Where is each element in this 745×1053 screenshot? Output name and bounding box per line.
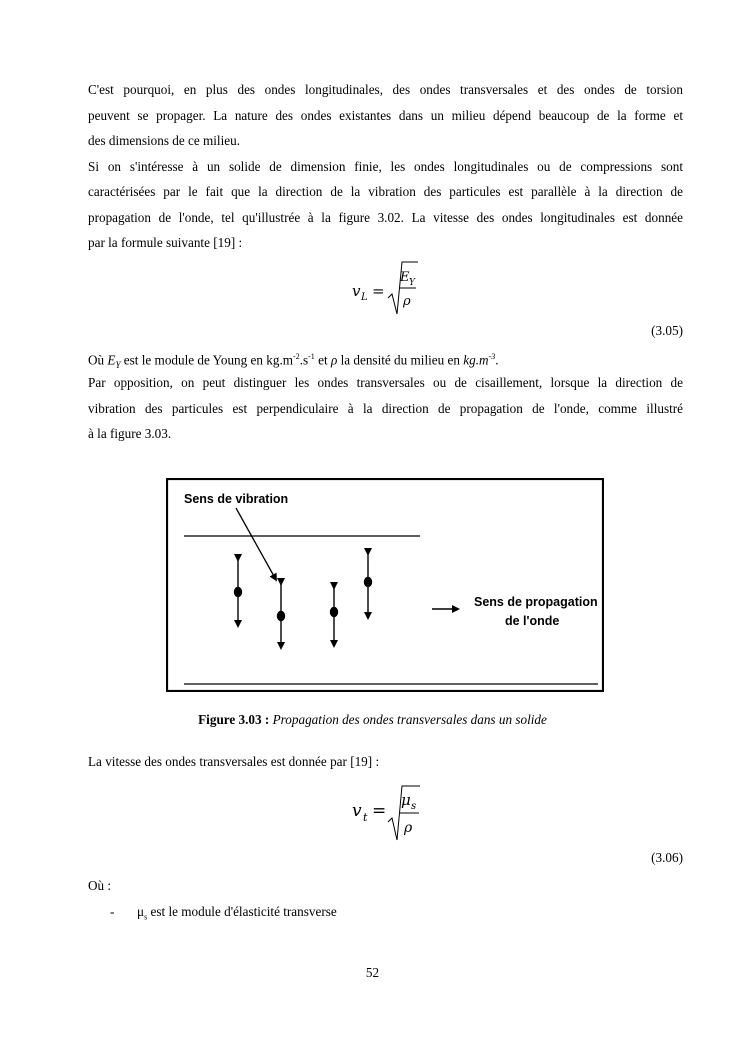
intro-line-4: Si on s'intéresse à un solide de dimension finie, les ondes longitudinales ou de compressions sont bbox=[88, 158, 683, 174]
where1-ey: E bbox=[107, 352, 116, 368]
label-de-l-onde: de l'onde bbox=[505, 614, 560, 628]
intro-line-2: peuvent se propager. La nature des ondes existantes dans un milieu dépend beaucoup de la forme et bbox=[88, 107, 683, 123]
where1-text-d: la densité du milieu en bbox=[337, 352, 464, 368]
where1-text-c: et bbox=[314, 352, 331, 368]
where1-exp-c: -3 bbox=[488, 352, 496, 361]
eq2-lhs: v bbox=[352, 801, 362, 821]
transverse-paragraph bbox=[88, 370, 683, 447]
eq1-equals: = bbox=[372, 282, 385, 300]
equation-3-06 bbox=[350, 782, 430, 849]
intro-line-7: par la formule suivante [19] : bbox=[88, 235, 243, 250]
item-text: est le module d'élasticité transverse bbox=[147, 904, 337, 919]
label-sens-de-vibration: Sens de vibration bbox=[184, 492, 289, 506]
para2-line-2: vibration des particules est perpendiculaire à la direction de propagation de l'onde, comme illustré bbox=[88, 400, 683, 416]
intro-paragraph bbox=[88, 77, 683, 256]
where1-exp-a: -2 bbox=[293, 352, 300, 361]
intro-line-1: C'est pourquoi, en plus des ondes longitudinales, des ondes transversales et des ondes de torsion bbox=[88, 82, 683, 97]
para2-line-3: à la figure 3.03. bbox=[88, 426, 172, 441]
eq1-lhs: v bbox=[352, 282, 361, 300]
eq1-denominator: ρ bbox=[403, 294, 411, 309]
eq2-denominator: ρ bbox=[404, 820, 413, 836]
label-sens-de-propagation: Sens de propagation bbox=[474, 595, 598, 609]
figure-3-03 bbox=[166, 478, 604, 692]
eq2-numerator-sub: s bbox=[411, 801, 417, 812]
figure-caption bbox=[0, 712, 745, 728]
caption-text: Propagation des ondes transversales dans un solide bbox=[272, 712, 547, 727]
eq1-lhs-sub: L bbox=[361, 292, 368, 303]
list-bullet: - bbox=[110, 904, 115, 919]
list-item-mu-s bbox=[110, 899, 670, 930]
figure-3-03-diagram bbox=[166, 478, 604, 692]
figure-frame bbox=[167, 479, 603, 691]
page-number: 52 bbox=[365, 965, 380, 980]
eq2-numerator: μ bbox=[401, 791, 411, 809]
equation-number-3-06: (3.06) bbox=[651, 850, 683, 865]
where-label: Où : bbox=[88, 878, 112, 893]
where1-text-a: est le module de Young en kg.m bbox=[120, 352, 294, 368]
where1-ey-sub: Y bbox=[115, 360, 121, 371]
equation-number-3-05: (3.05) bbox=[651, 323, 683, 338]
where1-prefix: Où bbox=[88, 352, 108, 368]
intro-line-5: caractérisées par le fait que la direction de la vibration des particules est parallèle à la direction de bbox=[88, 184, 683, 199]
where1-rho: ρ bbox=[330, 352, 338, 368]
eq2-lhs-sub: t bbox=[363, 811, 368, 824]
equation-3-05-graphic bbox=[350, 258, 430, 316]
para2-line-1: Par opposition, on peut distinguer les ondes transversales ou de cisaillement, lorsque la direction de bbox=[88, 375, 683, 390]
item-mu: μ bbox=[137, 904, 145, 919]
eq1-numerator: E bbox=[400, 270, 410, 285]
intro-line-3: des dimensions de ce milieu. bbox=[88, 133, 240, 148]
item-mu-sub: s bbox=[144, 912, 148, 922]
where1-unit: kg.m bbox=[463, 352, 489, 368]
where1-text-e: . bbox=[495, 352, 499, 368]
equation-3-05 bbox=[350, 258, 430, 321]
equation-3-06-graphic bbox=[350, 782, 430, 844]
intro-line-6: propagation de l'onde, tel qu'illustrée à la figure 3.02. La vitesse des ondes longitudinales est donnée bbox=[88, 209, 683, 225]
eq1-numerator-sub: Y bbox=[409, 278, 415, 288]
where1-exp-b: -1 bbox=[308, 352, 315, 361]
caption-label: Figure 3.03 : bbox=[198, 712, 270, 727]
eq2-equals: = bbox=[372, 801, 387, 821]
where1-text-b: .s bbox=[299, 352, 309, 368]
transverse-speed-line: La vitesse des ondes transversales est donnée par [19] : bbox=[88, 754, 380, 769]
